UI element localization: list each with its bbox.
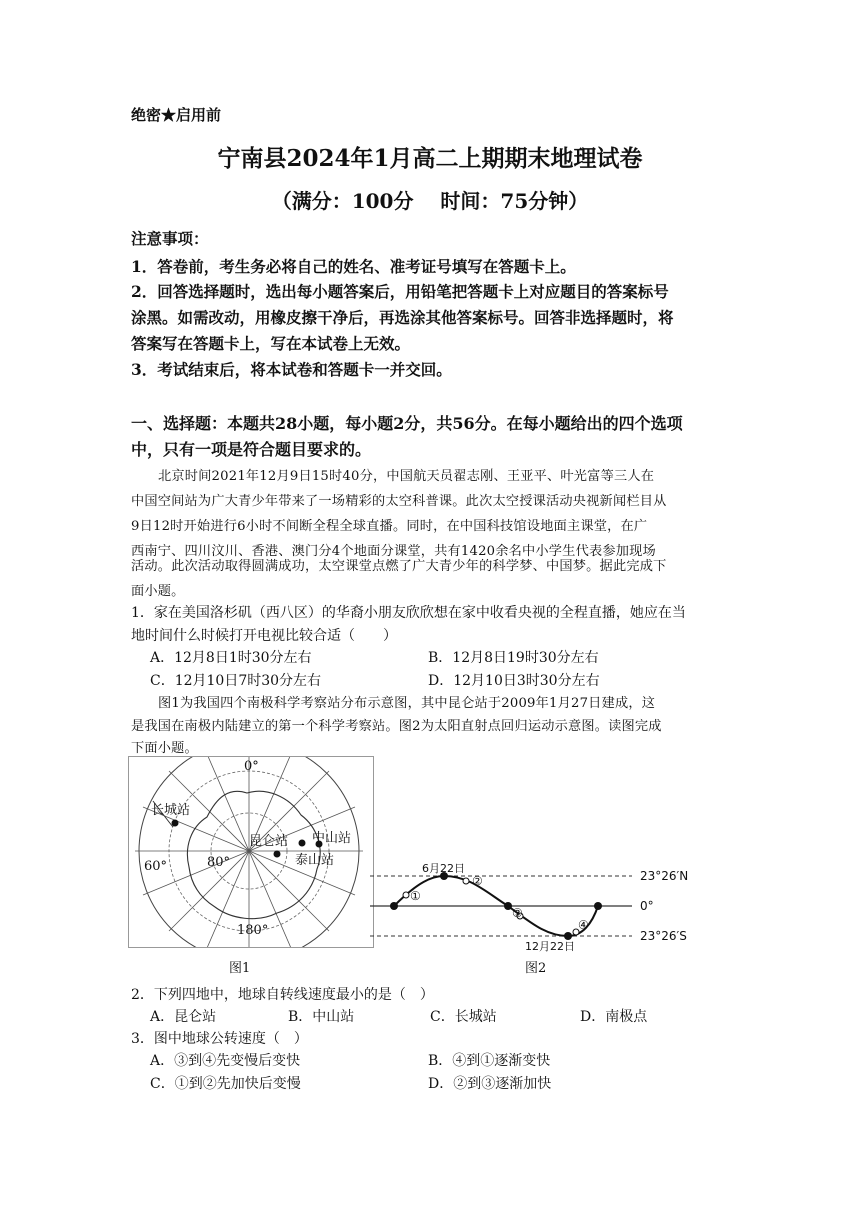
notice-item: 答案写在答题卡上，写在本试卷上无效。 [131,334,411,353]
question-3-option-a: A．③到④先变慢后变快 [150,1053,301,1069]
passage-line: 是我国在南极内陆建立的第一个科学考察站。图2为太阳直射点回归运动示意图。读图完成 [131,719,662,734]
question-2-option-a: A．昆仑站 [150,1009,217,1025]
question-1-option-a: A．12月8日1时30分左右 [150,650,312,666]
notice-heading: 注意事项： [131,229,209,248]
fig2-label-dec: 12月22日 [525,940,575,953]
passage-line: 下面小题。 [131,741,198,756]
figure-1-caption: 图1 [229,961,251,976]
passage-line: 图1为我国四个南极科学考察站分布示意图，其中昆仑站于2009年1月27日建成，这 [158,696,656,711]
question-2-option-c: C．长城站 [430,1009,497,1025]
taishan-station-label: 泰山站 [295,853,335,868]
notice-item: 2．回答选择题时，选出每小题答案后，用铅笔把答题卡上对应题目的答案标号 [131,282,669,301]
kunlun-station-label: 昆仑站 [249,834,289,849]
passage-line: 活动。此次活动取得圆满成功，太空课堂点燃了广大青少年的科学梦、中国梦。据此完成下 [131,559,667,574]
fig2-label-north: 23°26′N [640,869,689,883]
passage-line: 北京时间2021年12月9日15时40分，中国航天员翟志刚、王亚平、叶光富等三人在 [158,469,655,484]
exam-title: 宁南县2024年1月高二上期期末地理试卷 [217,145,643,172]
section-heading: 中，只有一项是符合题目要求的。 [131,440,372,459]
secret-label: 绝密★启用前 [131,106,222,124]
fig2-point-1: ① [410,889,421,903]
fig2-point-2: ② [472,874,483,888]
kunlun-station-dot [274,851,281,858]
passage-line: 9日12时开始进行6小时不间断全程全球直播。同时，在中国科技馆设地面主课堂，在广 [131,519,648,534]
fig2-label-south: 23°26′S [640,929,687,943]
notice-item: 涂黑。如需改动，用橡皮擦干净后，再选涂其他答案标号。回答非选择题时，将 [131,308,674,327]
question-3-stem: 3．图中地球公转速度（ ） [131,1031,308,1047]
question-3-option-b: B．④到①逐渐变快 [428,1053,551,1069]
zhongshan-station-label: 中山站 [312,831,352,846]
exam-subtitle: （满分：100分 时间：75分钟） [271,189,589,213]
changcheng-station-label: 长城站 [151,803,191,818]
antarctica-map-svg [129,757,373,947]
notice-item: 3．考试结束后，将本试卷和答题卡一并交回。 [131,360,452,379]
question-2-option-d: D．南极点 [580,1009,648,1025]
figure-2-caption: 图2 [525,961,547,976]
fig1-label-180: 180° [237,923,269,938]
passage-line: 中国空间站为广大青少年带来了一场精彩的太空科普课。此次太空授课活动央视新闻栏目从 [131,494,667,509]
fig1-label-80: 80° [207,855,231,870]
fig1-label-60: 60° [144,859,168,874]
question-1-stem: 1．家在美国洛杉矶（西八区）的华裔小朋友欣欣想在家中收看央视的全程直播，她应在当 [131,605,686,621]
fig2-label-equator: 0° [640,899,654,913]
question-2-option-b: B．中山站 [288,1009,355,1025]
fig2-point-3: ③ [512,906,523,920]
fig1-label-0: 0° [244,759,259,774]
figure-1-antarctica-map [128,756,374,948]
question-3-option-c: C．①到②先加快后变慢 [150,1076,301,1092]
notice-item: 1．答卷前，考生务必将自己的姓名、准考证号填写在答题卡上。 [131,257,576,276]
question-1-option-d: D．12月10日3时30分左右 [428,673,600,689]
passage-line: 面小题。 [131,584,185,599]
question-2-stem: 2．下列四地中，地球自转线速度最小的是（ ） [131,987,434,1003]
question-1-option-b: B．12月8日19时30分左右 [428,650,599,666]
passage-line: 西南宁、四川汶川、香港、澳门分4个地面分课堂，共有1420余名中小学生代表参加现场 [131,544,656,559]
question-1-option-c: C．12月10日7时30分左右 [150,673,322,689]
fig2-point-4: ④ [578,918,589,932]
fig2-label-june: 6月22日 [422,862,465,875]
taishan-station-dot [299,840,306,847]
question-3-option-d: D．②到③逐渐加快 [428,1076,552,1092]
question-1-stem: 地时间什么时候打开电视比较合适（ ） [131,628,397,644]
changcheng-station-dot [172,820,179,827]
section-heading: 一、选择题：本题共28小题，每小题2分，共56分。在每小题给出的四个选项 [131,414,683,433]
